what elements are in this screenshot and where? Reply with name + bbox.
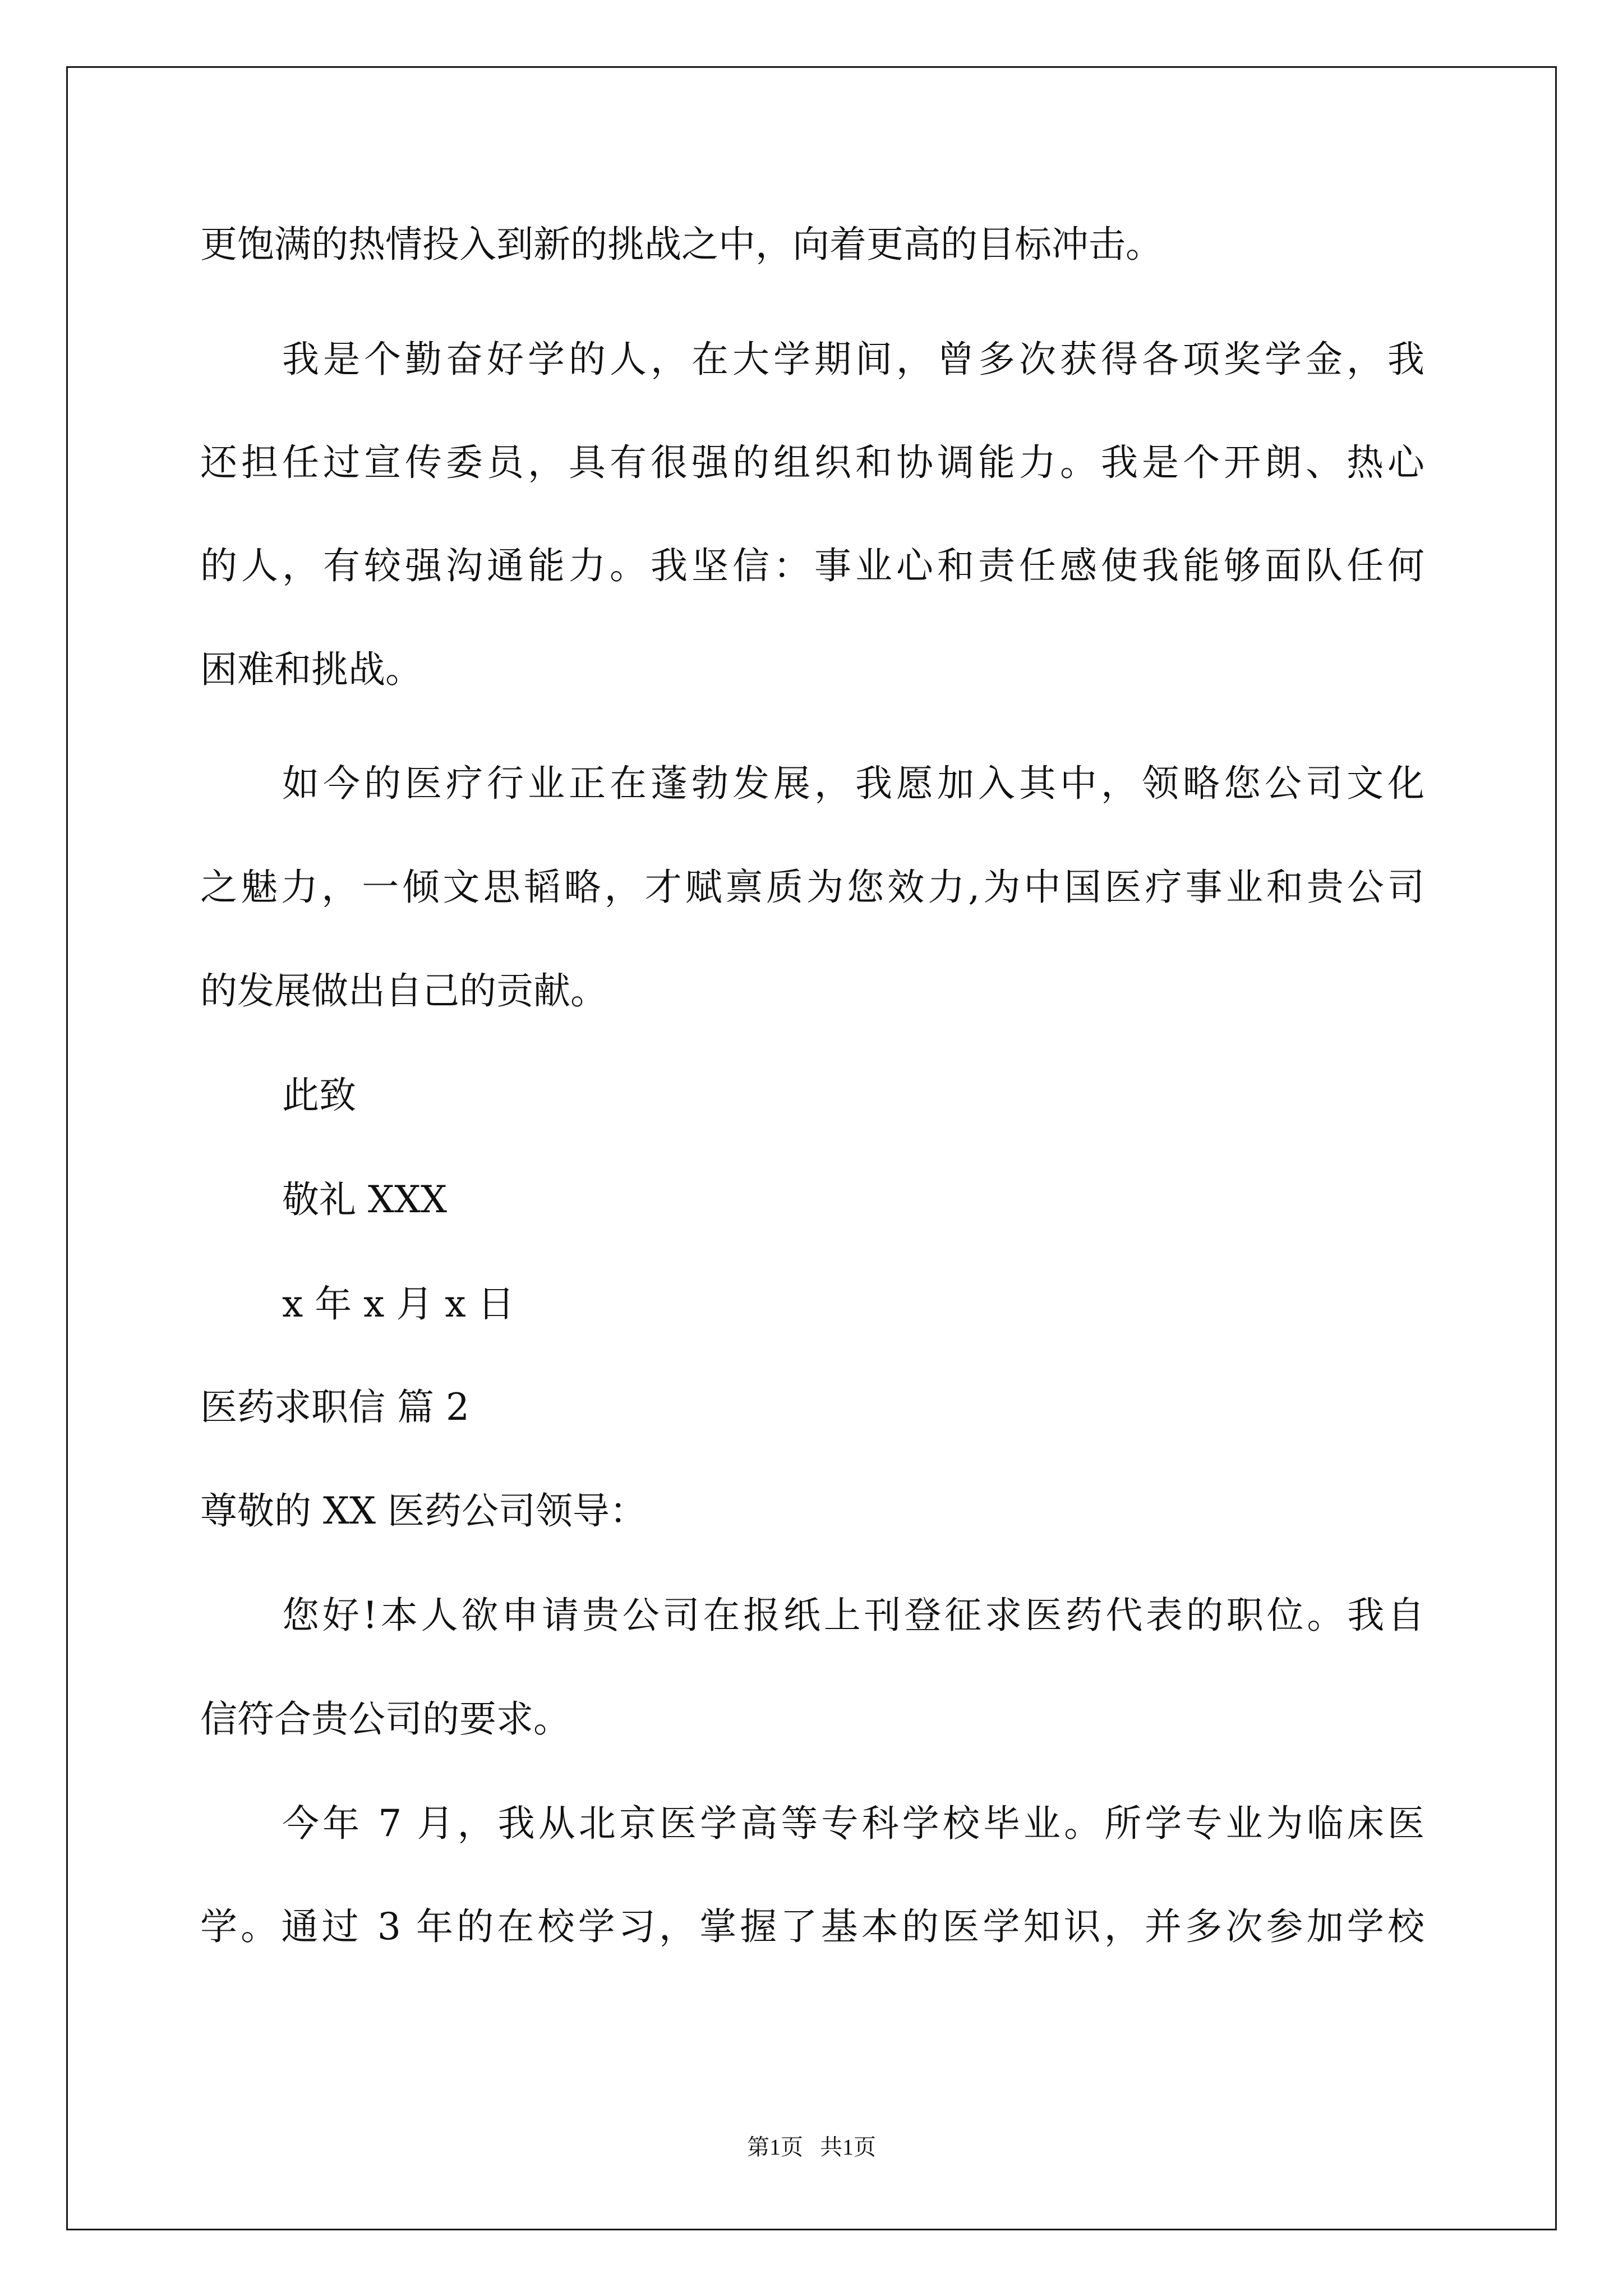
closing-salutation: 此致	[282, 1074, 356, 1117]
text-line: 更饱满的热情投入到新的挑战之中，向着更高的目标冲击。	[200, 223, 1163, 266]
text-line: 的发展做出自己的贡献。	[200, 969, 607, 1013]
greeting-line: 尊敬的 XX 医药公司领导：	[200, 1489, 647, 1533]
regards-signature: 敬礼 XXX	[282, 1178, 447, 1221]
text-line: 您好!本人欲申请贵公司在报纸上刊登征求医药代表的职位。我自	[282, 1594, 1424, 1637]
text-line: 学。通过 3 年的在校学习，掌握了基本的医学知识，并多次参加学校	[200, 1905, 1424, 1948]
text-line: 我是个勤奋好学的人，在大学期间，曾多次获得各项奖学金，我	[282, 338, 1424, 381]
text-line: 困难和挑战。	[200, 648, 422, 691]
text-line: 今年 7 月，我从北京医学高等专科学校毕业。所学专业为临床医	[282, 1802, 1424, 1845]
text-line: 信符合贵公司的要求。	[200, 1697, 570, 1741]
date-line: x 年 x 月 x 日	[282, 1282, 515, 1326]
text-line: 的人，有较强沟通能力。我坚信：事业心和责任感使我能够面队任何	[200, 544, 1424, 587]
section-heading: 医药求职信 篇 2	[200, 1386, 469, 1429]
text-line: 还担任过宣传委员，具有很强的组织和协调能力。我是个开朗、热心	[200, 441, 1424, 484]
text-line: 如今的医疗行业正在蓬勃发展，我愿加入其中，领略您公司文化	[282, 762, 1424, 805]
page-number-footer: 第1页 共1页	[747, 2134, 876, 2160]
text-line: 之魅力，一倾文思韬略，才赋禀质为您效力,为中国医疗事业和贵公司	[200, 866, 1424, 909]
